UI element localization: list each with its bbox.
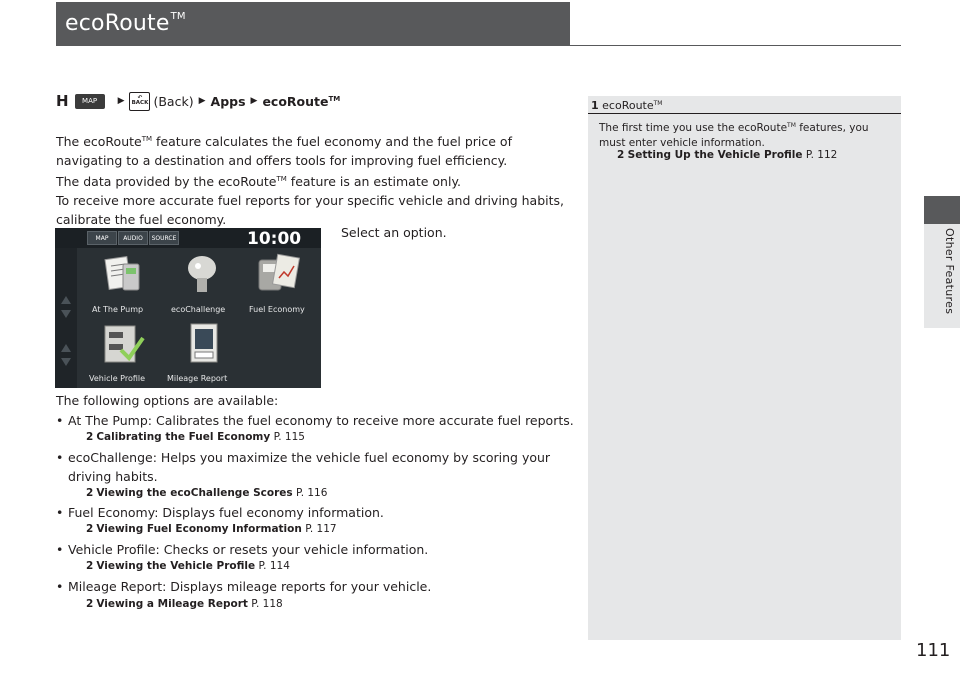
rail-arrows-icon [55,248,77,388]
screen-source-button: SOURCE [149,231,179,245]
home-symbol: H [56,92,69,110]
sidebar-heading: 1 ecoRoute™ [588,96,901,114]
section-title-bar [56,2,570,46]
tile-label: Fuel Economy [249,305,305,314]
list-item: • At The Pump: Calibrates the fuel economy to receive more accurate fuel reports. [56,413,574,428]
list-item: • Fuel Economy: Displays fuel economy information. [56,505,384,520]
select-option-text: Select an option. [341,225,447,240]
list-item: • Mileage Report: Displays mileage reports for your vehicle. [56,579,432,594]
mileage-report-icon [179,320,233,368]
sidebar-note-panel [588,96,901,640]
chapter-tab-marker [924,196,960,224]
cross-reference[interactable]: 2 Calibrating the Fuel Economy P. 115 [86,431,305,443]
cross-reference[interactable]: 2 Viewing a Mileage Report P. 118 [86,598,283,610]
back-text: (Back) [153,93,194,109]
at-the-pump-icon [97,250,151,298]
app-screen-image [55,228,321,388]
title-rule [56,45,901,46]
cross-reference[interactable]: 2 Viewing Fuel Economy Information P. 117 [86,523,337,535]
arrow-icon: ▶ [117,96,125,106]
screen-map-button: MAP [87,231,117,245]
back-button-icon: ↶ BACK [129,92,150,111]
ecoroute-label: ecoRoute™ [262,93,341,109]
eco-challenge-icon [175,250,229,298]
sidebar-cross-reference[interactable]: 2 Setting Up the Vehicle Profile P. 112 [617,149,838,161]
screen-clock: 10:00 [247,229,302,249]
fuel-economy-icon [251,250,305,298]
screen-audio-button: AUDIO [118,231,148,245]
intro-text: The ecoRoute™ feature calculates the fuel economy and the fuel price of navigating to a destination and offers tools for improving fuel efficiency. The data provided by the ecoRoute™ feature is an estimate only. To receive more accurate fuel reports for your specific vehicle and driving habits, calibrate the fuel economy. [56,134,565,227]
list-item: • Vehicle Profile: Checks or resets your vehicle information. [56,542,429,557]
arrow-icon: ▶ [198,96,206,106]
tile-label: Vehicle Profile [89,374,146,383]
arrow-icon: ▶ [250,96,258,106]
sidebar-body: The first time you use the ecoRoute™ features, you must enter vehicle information. [599,122,869,149]
vehicle-profile-icon [97,320,151,368]
nav-path [56,91,340,111]
cross-reference[interactable]: 2 Viewing the Vehicle Profile P. 114 [86,560,290,572]
tile-label: Mileage Report [167,374,228,383]
chapter-tab-label: Other Features [943,228,956,315]
list-item: • ecoChallenge: Helps you maximize the vehicle fuel economy by scoring your driving habits. [56,450,551,484]
options-intro: The following options are available: [56,393,279,408]
tile-label: ecoChallenge [171,305,226,314]
apps-label: Apps [210,93,246,109]
page-number: 111 [916,640,951,661]
tile-label: At The Pump [92,305,144,314]
screen-left-rail [55,248,77,388]
page-title: ecoRoute™ [65,11,186,36]
cross-reference[interactable]: 2 Viewing the ecoChallenge Scores P. 116 [86,487,328,499]
map-button-icon: MAP [75,94,105,109]
